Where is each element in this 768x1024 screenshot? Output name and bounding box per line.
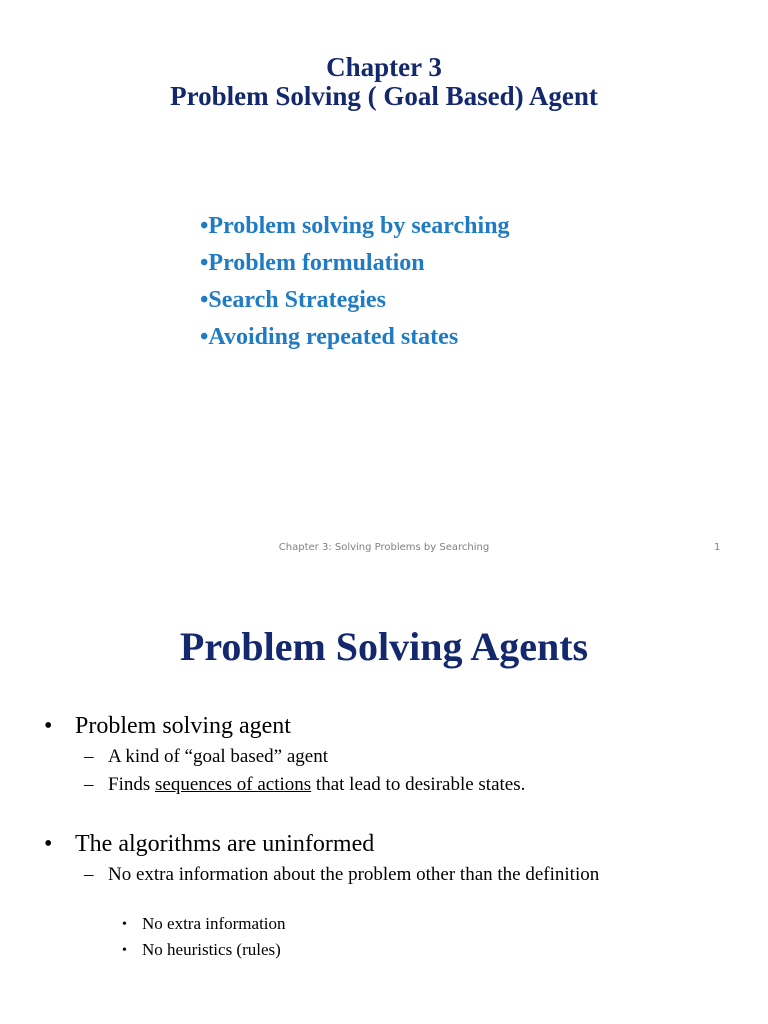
bullet-item bbox=[44, 712, 291, 740]
sub-bullet-text bbox=[84, 774, 525, 795]
dash-marker: – bbox=[84, 864, 94, 885]
slide-title: Chapter 3 bbox=[326, 52, 442, 82]
sub-bullet-item bbox=[84, 864, 722, 886]
bullet-marker: • bbox=[122, 943, 127, 958]
topic-item: •Avoiding repeated states bbox=[200, 324, 459, 350]
slide-title: Problem Solving Agents bbox=[179, 624, 589, 669]
bullet-text: The algorithms are uninformed bbox=[75, 831, 375, 857]
slide-2 bbox=[0, 576, 768, 1024]
sub-bullet-item bbox=[84, 774, 525, 796]
topic-item: •Problem formulation bbox=[200, 250, 425, 276]
sub-sub-bullet-text: No extra information bbox=[142, 914, 286, 933]
sub-sub-bullet-item bbox=[122, 940, 281, 960]
bullet-item bbox=[44, 830, 374, 858]
dash-marker: – bbox=[84, 774, 94, 795]
sub-bullet-text: No extra information about the problem other than the definition bbox=[108, 864, 600, 885]
topic-item: •Search Strategies bbox=[200, 287, 386, 313]
sub-bullet-item bbox=[84, 746, 328, 768]
page-number: 1 bbox=[714, 542, 721, 553]
bullet-marker: • bbox=[44, 713, 53, 739]
topic-item: •Problem solving by searching bbox=[200, 213, 510, 239]
sub-bullet-text: A kind of “goal based” agent bbox=[108, 746, 329, 767]
slide-footer: Chapter 3: Solving Problems by Searching bbox=[278, 542, 490, 553]
bullet-marker: • bbox=[122, 917, 127, 932]
sub-sub-bullet-text: No heuristics (rules) bbox=[142, 940, 281, 959]
dash-marker: – bbox=[84, 746, 94, 767]
underlined-phrase: sequences of actions bbox=[155, 774, 312, 795]
text-prefix: Finds bbox=[108, 774, 155, 795]
bullet-text: Problem solving agent bbox=[75, 713, 291, 739]
topic-list bbox=[200, 208, 510, 356]
slide-subtitle: Problem Solving ( Goal Based) Agent bbox=[170, 81, 598, 111]
bullet-marker: • bbox=[44, 831, 53, 857]
text-suffix: that lead to desirable states. bbox=[311, 774, 526, 795]
sub-sub-bullet-item bbox=[122, 914, 286, 934]
